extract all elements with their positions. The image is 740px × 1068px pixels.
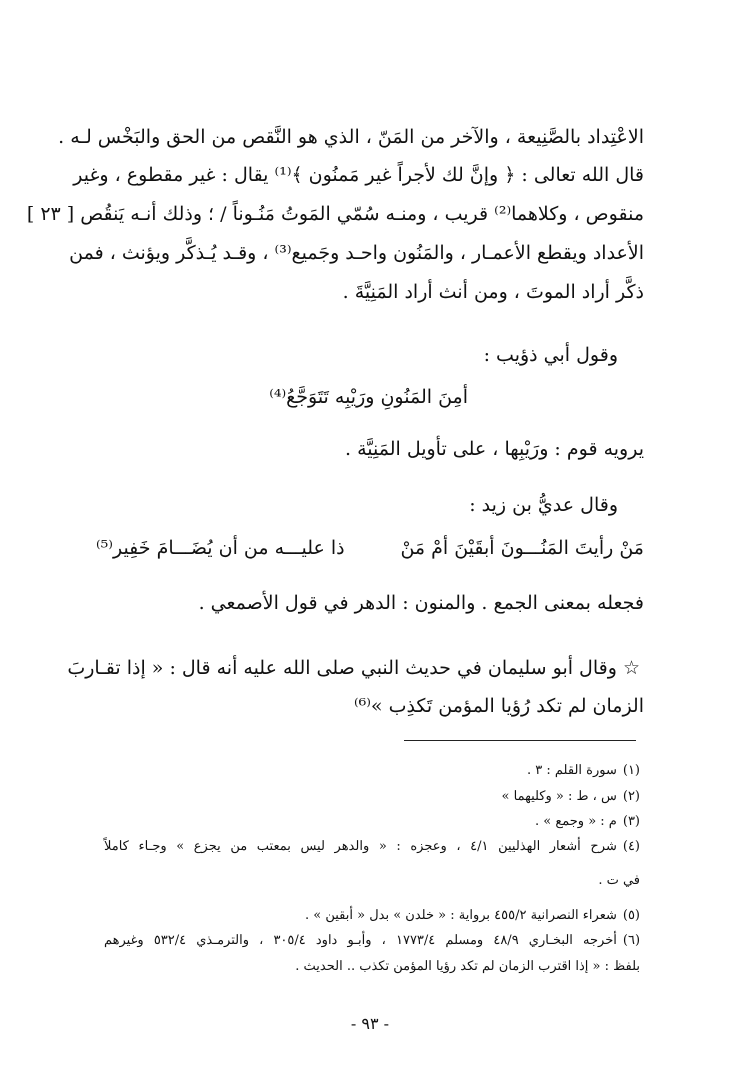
footnote-text: م : « وجمع » . — [534, 814, 617, 829]
body-line-5: ذكَّر أراد الموتَ ، ومن أنث أراد المَنِيَّةَ . — [342, 281, 644, 303]
body-line-4: الأعداد ويقطع الأعمـار ، والمَنُون واحـد وجَميع⁽³⁾ ، وقـد يُـذكَّر ويؤنث ، فمن — [69, 242, 644, 264]
body-line-3: منقوص ، وكلاهما⁽²⁾ قريب ، ومنـه سُمّي المَوتُ مَنُـوناً / ؛ وذلك أنـه يَنقُص [ ٢٣ ] — [26, 203, 644, 225]
footnote-number: (٢) — [622, 789, 640, 804]
body-line-2: قال الله تعالى : ﴿ وإنَّ لك لأجراً غير مَمنُون ﴾⁽¹⁾ يقال : غير مقطوع ، وغير — [73, 164, 644, 186]
footnote-text: س ، ط : « وكليهما » — [501, 789, 617, 804]
footnote-3 — [535, 811, 640, 833]
footnote-number: (١) — [622, 763, 640, 778]
footnote-5 — [305, 905, 640, 927]
footnote-number: (٣) — [622, 814, 640, 829]
footnote-text: سورة القلم : ٣ . — [527, 763, 617, 778]
hadith-line-2: الزمان لم تكد رُؤيا المؤمن تَكذِب »⁽⁶⁾ — [353, 695, 644, 717]
body-line-1: الاعْتِداد بالصَّنِيعة ، والآخر من المَنّ ، الذي هو النَّقص من الحق والبَخْس لـه . — [58, 126, 644, 148]
footnote-6-continued — [295, 956, 640, 978]
footnote-number: (٥) — [622, 908, 640, 923]
footnote-text: أخرجه البخـاري ٤٨/٩ ومسلم ١٧٧٣/٤ ، وأبـو داود ٣٠٥/٤ ، والترمـذي ٥٣٢/٤ وغيرهم — [104, 933, 617, 948]
verse-abu-dhuayb: أمِنَ المَنُونِ ورَيْبِه تَتَوَجَّعُ⁽⁴⁾ — [269, 386, 468, 408]
commentary-line-1: يرويه قوم : ورَيْبِها ، على تأويل المَنِيَّة . — [345, 438, 644, 460]
footnote-4 — [104, 836, 640, 858]
verse-adi-second-hemistich: ذا عليـــه من أن يُضَـــامَ خَفِير⁽⁵⁾ — [96, 537, 345, 559]
intro-abu-dhuayb: وقول أبي ذؤيب : — [483, 344, 618, 366]
page-number: - ٩٣ - — [350, 1014, 390, 1033]
footnote-6 — [104, 930, 640, 952]
commentary-line-2: فجعله بمعنى الجمع . والمنون : الدهر في قول الأصمعي . — [198, 592, 644, 614]
footnote-text: شرح أشعار الهذليين ٤/١ ، وعجزه : « والدهر ليس بمعتب من يجزع » وجـاء كاملاً — [104, 839, 617, 854]
intro-adi-ibn-zayd: وقال عديُّ بن زيد : — [469, 494, 618, 516]
footnote-text: بلفظ : « إذا اقترب الزمان لم تكد رؤيا المؤمن تكذب .. الحديث . — [295, 959, 640, 974]
footnote-2 — [502, 786, 640, 808]
hadith-line-1: ☆ وقال أبو سليمان في حديث النبي صلى الله عليه أنه قال : « إذا تقـاربَ — [67, 657, 640, 679]
footnote-text: شعراء النصرانية ٤٥٥/٢ برواية : « خلدن » بدل « أبقين » . — [305, 908, 617, 923]
footnote-4-continued — [598, 870, 640, 892]
footnote-1 — [527, 760, 640, 782]
footnote-number: (٤) — [622, 839, 640, 854]
footnote-divider — [404, 740, 636, 741]
verse-adi-first-hemistich: مَنْ رأيتَ المَنُـــونَ أبقَيْنَ أمْ مَنْ — [400, 537, 644, 559]
footnote-number: (٦) — [622, 933, 641, 948]
footnote-text: في ت . — [598, 873, 640, 888]
